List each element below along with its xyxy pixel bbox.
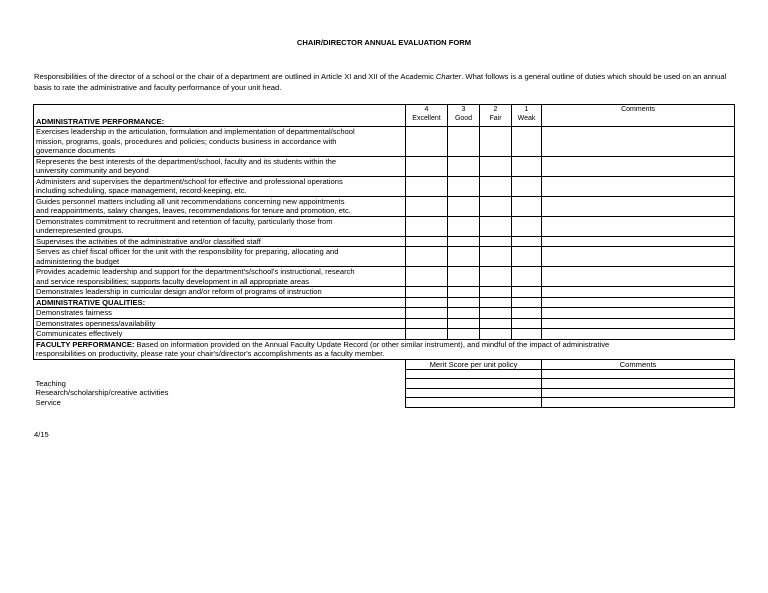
- criterion-line1: Administers and supervises the department/school for effective and professional operations: [36, 176, 343, 186]
- rating-cell-2[interactable]: [480, 127, 512, 157]
- empty-cell: [406, 297, 448, 308]
- rating-cell-2[interactable]: [480, 287, 512, 298]
- comments-cell[interactable]: [542, 379, 735, 389]
- rating-number: 1: [524, 106, 529, 113]
- spacer-row: [34, 370, 735, 379]
- rating-cell-3[interactable]: [448, 247, 480, 267]
- rating-cell-4[interactable]: [406, 308, 448, 319]
- criterion-line2: mission, programs, goals, procedures and policies; conducts business in accordance with: [36, 136, 337, 146]
- criterion-line2: administering the budget: [36, 256, 120, 266]
- rating-number: 2: [493, 106, 498, 113]
- admin-performance-row: [34, 216, 735, 236]
- criterion-line2: and reappointments, salary changes, leaves, recommendations for tenure and promotion, etc.: [36, 206, 351, 215]
- comments-cell[interactable]: [542, 156, 735, 176]
- admin-performance-row: [34, 247, 735, 267]
- merit-header-row: [34, 359, 735, 370]
- admin-performance-row: [34, 156, 735, 176]
- criterion-line1: Communicates effectively: [36, 329, 123, 338]
- rating-cell-2[interactable]: [480, 196, 512, 216]
- admin-performance-row: [34, 196, 735, 216]
- criterion-line1: Demonstrates leadership in curricular design and/or reform of programs of instruction: [36, 287, 322, 296]
- rating-cell-3[interactable]: [448, 287, 480, 298]
- rating-cell-3[interactable]: [448, 196, 480, 216]
- intro-paragraph: [34, 71, 734, 93]
- form-title: CHAIR/DIRECTOR ANNUAL EVALUATION FORM: [296, 38, 472, 47]
- comments-cell[interactable]: [542, 308, 735, 319]
- comments-cell[interactable]: [542, 247, 735, 267]
- merit-score-cell[interactable]: [406, 388, 542, 398]
- admin-performance-row: [34, 287, 735, 298]
- rating-cell-4[interactable]: [406, 318, 448, 329]
- rating-cell-4[interactable]: [406, 329, 448, 340]
- rating-cell-3[interactable]: [448, 318, 480, 329]
- rating-cell-4[interactable]: [406, 156, 448, 176]
- rating-cell-4[interactable]: [406, 216, 448, 236]
- evaluation-table: [33, 104, 735, 408]
- rating-cell-4[interactable]: [406, 287, 448, 298]
- admin-qualities-row: [34, 308, 735, 319]
- criterion-line1: Demonstrates fairness: [36, 308, 112, 317]
- comments-header: Comments: [542, 105, 735, 127]
- rating-header-2: [480, 105, 512, 127]
- criterion-text: [34, 127, 406, 157]
- intro-text-2: . What follows is a general outline of duties which should be used on an annual basis to rate the administrative and faculty performance of your unit head.: [34, 72, 727, 92]
- empty-cell: [448, 297, 480, 308]
- admin-performance-row: [34, 267, 735, 287]
- rating-cell-3[interactable]: [448, 308, 480, 319]
- criterion-text: [34, 176, 406, 196]
- criterion-text: [34, 318, 406, 329]
- faculty-performance-row: [34, 379, 735, 389]
- rating-cell-3[interactable]: [448, 127, 480, 157]
- rating-cell-1[interactable]: [512, 308, 542, 319]
- rating-cell-4[interactable]: [406, 267, 448, 287]
- admin-performance-row: [34, 127, 735, 157]
- intro-text-1: Responsibilities of the director of a school or the chair of a department are outlined in Article XI and XII of the Academic: [34, 72, 436, 81]
- criterion-text: [34, 196, 406, 216]
- comments-cell[interactable]: [542, 176, 735, 196]
- admin-qualities-row: [34, 329, 735, 340]
- rating-cell-1[interactable]: [512, 318, 542, 329]
- rating-cell-4[interactable]: [406, 196, 448, 216]
- criterion-text: [34, 287, 406, 298]
- form-version: 4/15: [34, 430, 49, 439]
- rating-cell-1[interactable]: [512, 156, 542, 176]
- rating-cell-2[interactable]: [480, 329, 512, 340]
- rating-cell-1[interactable]: [512, 127, 542, 157]
- faculty-performance-text: Based on information provided on the Annual Faculty Update Record (or other similar instrument), and mindful of the impact of administrative: [134, 339, 610, 349]
- rating-header-3: [448, 105, 480, 127]
- comments-cell[interactable]: [542, 196, 735, 216]
- rating-cell-2[interactable]: [480, 318, 512, 329]
- rating-header-1: [512, 105, 542, 127]
- criterion-text: [34, 308, 406, 319]
- faculty-performance-heading: FACULTY PERFORMANCE:: [36, 339, 135, 349]
- rating-label: Good: [454, 115, 473, 122]
- admin-performance-heading: ADMINISTRATIVE PERFORMANCE:: [34, 105, 406, 127]
- criterion-line1: Demonstrates commitment to recruitment and retention of faculty, particularly those from: [36, 216, 333, 226]
- rating-cell-4[interactable]: [406, 236, 448, 247]
- criterion-line1: Supervises the activities of the administrative and/or classified staff: [36, 236, 261, 246]
- criterion-text: [34, 267, 406, 287]
- criterion-text: [34, 247, 406, 267]
- rating-label: Fair: [489, 115, 502, 122]
- rating-number: 3: [461, 106, 466, 113]
- rating-cell-3[interactable]: [448, 156, 480, 176]
- rating-cell-2[interactable]: [480, 236, 512, 247]
- empty-cell: [480, 297, 512, 308]
- admin-performance-row: [34, 236, 735, 247]
- rating-cell-3[interactable]: [448, 176, 480, 196]
- rating-cell-1[interactable]: [512, 216, 542, 236]
- merit-score-cell[interactable]: [406, 379, 542, 389]
- faculty-criterion: Service: [34, 398, 406, 408]
- rating-cell-1[interactable]: [512, 267, 542, 287]
- rating-cell-3[interactable]: [448, 236, 480, 247]
- rating-cell-2[interactable]: [480, 176, 512, 196]
- comments-cell[interactable]: [542, 318, 735, 329]
- criterion-line2: and service responsibilities; supports faculty development in all appropriate areas: [36, 276, 310, 286]
- faculty-criterion: Research/scholarship/creative activities: [34, 388, 406, 398]
- criterion-text: [34, 329, 406, 340]
- rating-cell-1[interactable]: [512, 196, 542, 216]
- empty-cell: [542, 370, 735, 379]
- criterion-line1: Demonstrates openness/availability: [36, 318, 156, 328]
- rating-cell-1[interactable]: [512, 247, 542, 267]
- rating-cell-1[interactable]: [512, 236, 542, 247]
- rating-cell-2[interactable]: [480, 308, 512, 319]
- faculty-performance-line2: responsibilities on productivity, please rate your chair's/director's accomplishments as a faculty member.: [36, 349, 385, 358]
- criterion-text: [34, 236, 406, 247]
- faculty-performance-heading-row: [34, 339, 735, 359]
- comments-cell[interactable]: [542, 388, 735, 398]
- criterion-line1: Guides personnel matters including all unit recommendations concerning new appointments: [36, 196, 345, 206]
- empty-cell: [34, 370, 406, 379]
- criterion-text: [34, 156, 406, 176]
- rating-cell-2[interactable]: [480, 267, 512, 287]
- admin-qualities-heading-row: [34, 297, 735, 308]
- rating-cell-4[interactable]: [406, 247, 448, 267]
- rating-cell-3[interactable]: [448, 216, 480, 236]
- criterion-line1: Exercises leadership in the articulation, formulation and implementation of departmental/school: [36, 127, 355, 136]
- comments-cell[interactable]: [542, 216, 735, 236]
- comments-cell[interactable]: [542, 267, 735, 287]
- empty-cell: [34, 359, 406, 370]
- empty-cell: [512, 297, 542, 308]
- rating-cell-4[interactable]: [406, 127, 448, 157]
- rating-cell-1[interactable]: [512, 329, 542, 340]
- merit-score-header: Merit Score per unit policy: [406, 359, 542, 370]
- criterion-line2: university community and beyond: [36, 166, 149, 175]
- admin-performance-row: [34, 176, 735, 196]
- faculty-criterion: Teaching: [34, 379, 406, 389]
- rating-number: 4: [424, 106, 429, 113]
- rating-header-4: [406, 105, 448, 127]
- rating-cell-3[interactable]: [448, 267, 480, 287]
- criterion-line2: underrepresented groups.: [36, 226, 124, 235]
- criterion-line1: Serves as chief fiscal officer for the unit with the responsibility for preparing, allocating and: [36, 247, 339, 256]
- rating-cell-2[interactable]: [480, 247, 512, 267]
- rating-cell-2[interactable]: [480, 216, 512, 236]
- criterion-line1: Represents the best interests of the department/school, faculty and its students within the: [36, 156, 337, 166]
- header-row: [34, 105, 735, 127]
- rating-cell-1[interactable]: [512, 176, 542, 196]
- faculty-performance-line1: [36, 340, 733, 350]
- criterion-line1: Provides academic leadership and support for the department's/school's instructional, research: [36, 267, 355, 276]
- comments-cell[interactable]: [542, 236, 735, 247]
- faculty-comments-header: Comments: [542, 359, 735, 370]
- criterion-line2: including scheduling, space management, record-keeping, etc.: [36, 186, 247, 195]
- rating-cell-2[interactable]: [480, 156, 512, 176]
- rating-cell-3[interactable]: [448, 329, 480, 340]
- admin-qualities-heading: ADMINISTRATIVE QUALITIES:: [34, 297, 406, 308]
- criterion-line3: governance documents: [36, 146, 115, 155]
- rating-label: Excellent: [412, 115, 441, 122]
- faculty-performance-row: [34, 398, 735, 408]
- rating-label: Weak: [517, 115, 536, 122]
- criterion-text: [34, 216, 406, 236]
- empty-cell: [542, 297, 735, 308]
- comments-cell[interactable]: [542, 287, 735, 298]
- admin-qualities-row: [34, 318, 735, 329]
- comments-cell[interactable]: [542, 127, 735, 157]
- rating-cell-4[interactable]: [406, 176, 448, 196]
- comments-cell[interactable]: [542, 398, 735, 408]
- faculty-performance-description: [34, 339, 735, 359]
- merit-score-cell[interactable]: [406, 398, 542, 408]
- rating-cell-1[interactable]: [512, 287, 542, 298]
- comments-cell[interactable]: [542, 329, 735, 340]
- intro-charter: Charter: [435, 72, 462, 81]
- empty-cell: [406, 370, 542, 379]
- faculty-performance-row: [34, 388, 735, 398]
